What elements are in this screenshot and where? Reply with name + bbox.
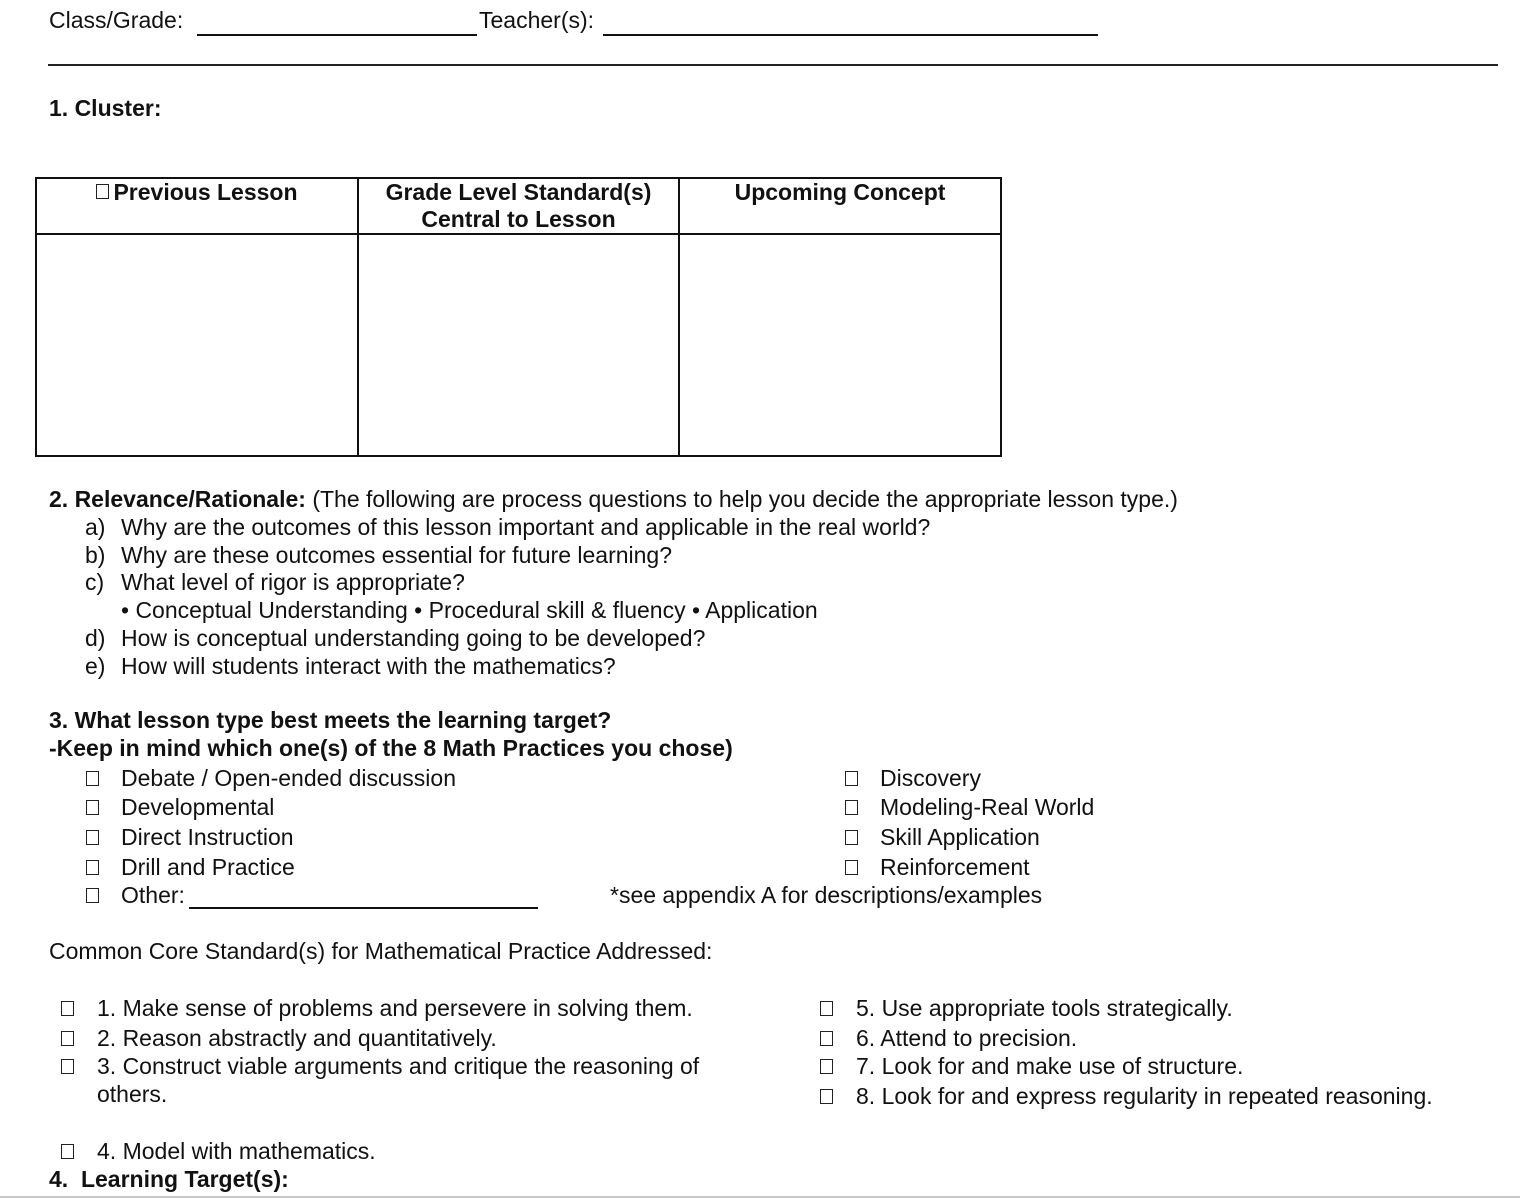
grade-level-standard-header <box>358 178 679 234</box>
modeling-option-label: Modeling-Real World <box>880 794 1095 820</box>
relevance-description: (The following are process questions to help you decide the appropriate lesson type.) <box>305 486 1178 512</box>
relevance-title: 2. Relevance/Rationale: <box>49 486 306 512</box>
relevance-item-marker: b) <box>85 542 106 568</box>
cluster-table-body-row <box>36 234 1001 456</box>
relevance-item-marker: a) <box>85 514 106 540</box>
other-field[interactable] <box>189 907 538 909</box>
practice-4-label: 4. Model with mathematics. <box>97 1138 376 1164</box>
direct-instruction-option-label: Direct Instruction <box>121 824 294 850</box>
reinforcement-option-label: Reinforcement <box>880 854 1030 880</box>
previous-lesson-header <box>36 178 358 234</box>
discovery-checkbox[interactable] <box>845 771 858 786</box>
cluster-table <box>35 177 1002 457</box>
practices-heading: Common Core Standard(s) for Mathematical Practice Addressed: <box>49 938 713 964</box>
relevance-item-marker: e) <box>85 653 106 679</box>
debate-option-label: Debate / Open-ended discussion <box>121 765 456 791</box>
practice-5-label: 5. Use appropriate tools strategically. <box>856 995 1233 1021</box>
checkbox-icon <box>96 184 109 199</box>
discovery-option-label: Discovery <box>880 765 981 791</box>
lesson-type-subheading: -Keep in mind which one(s) of the 8 Math Practices you chose) <box>49 735 733 761</box>
rigor-options: • Conceptual Understanding • Procedural skill & fluency • Application <box>121 597 818 623</box>
practice-1-label: 1. Make sense of problems and persevere in solving them. <box>97 995 693 1021</box>
practice-4-checkbox[interactable] <box>61 1144 74 1159</box>
class-grade-field[interactable] <box>197 34 477 36</box>
practice-5-checkbox[interactable] <box>820 1001 833 1016</box>
other-option-label: Other: <box>121 882 185 908</box>
grade-level-standard-label-line2: Central to Lesson <box>421 206 616 232</box>
practice-7-label: 7. Look for and make use of structure. <box>856 1053 1244 1079</box>
other-checkbox[interactable] <box>86 888 99 903</box>
developmental-option-label: Developmental <box>121 794 275 820</box>
cluster-table-header-row <box>36 178 1001 234</box>
cluster-heading: 1. Cluster: <box>49 95 162 121</box>
relevance-item: How will students interact with the mathematics? <box>121 653 616 679</box>
relevance-item: Why are these outcomes essential for future learning? <box>121 542 673 568</box>
practice-6-label: 6. Attend to precision. <box>856 1025 1078 1051</box>
previous-lesson-label: Previous Lesson <box>113 179 298 205</box>
upcoming-concept-label: Upcoming Concept <box>734 179 946 205</box>
drill-practice-checkbox[interactable] <box>86 860 99 875</box>
debate-checkbox[interactable] <box>86 771 99 786</box>
relevance-item: How is conceptual understanding going to be developed? <box>121 625 706 651</box>
page-bottom-border <box>0 1196 1520 1198</box>
grade-level-standard-cell[interactable] <box>358 234 679 456</box>
developmental-checkbox[interactable] <box>86 800 99 815</box>
lesson-type-heading: 3. What lesson type best meets the learning target? <box>49 707 612 733</box>
practice-8-checkbox[interactable] <box>820 1089 833 1104</box>
practice-3-checkbox[interactable] <box>61 1059 74 1074</box>
skill-application-checkbox[interactable] <box>845 830 858 845</box>
upcoming-concept-header <box>679 178 1001 234</box>
practice-6-checkbox[interactable] <box>820 1031 833 1046</box>
reinforcement-checkbox[interactable] <box>845 860 858 875</box>
practice-3-label: 3. Construct viable arguments and critique the reasoning of <box>97 1053 700 1079</box>
upcoming-concept-cell[interactable] <box>679 234 1001 456</box>
practice-2-label: 2. Reason abstractly and quantitatively. <box>97 1025 497 1051</box>
practice-8-label: 8. Look for and express regularity in repeated reasoning. <box>856 1083 1433 1109</box>
relevance-item: What level of rigor is appropriate? <box>121 569 465 595</box>
skill-application-option-label: Skill Application <box>880 824 1040 850</box>
practice-7-checkbox[interactable] <box>820 1059 833 1074</box>
previous-lesson-cell[interactable] <box>36 234 358 456</box>
teacher-label: Teacher(s): <box>479 7 595 33</box>
grade-level-standard-label-line1: Grade Level Standard(s) <box>385 179 652 205</box>
class-grade-label: Class/Grade: <box>49 7 184 33</box>
header-divider <box>48 64 1498 66</box>
drill-practice-option-label: Drill and Practice <box>121 854 295 880</box>
relevance-item-marker: c) <box>85 569 105 595</box>
practice-3-label-continued: others. <box>97 1081 168 1107</box>
modeling-checkbox[interactable] <box>845 800 858 815</box>
relevance-heading <box>49 485 1178 513</box>
appendix-note: *see appendix A for descriptions/examples <box>610 882 1043 908</box>
teacher-field[interactable] <box>603 34 1098 36</box>
practice-2-checkbox[interactable] <box>61 1031 74 1046</box>
learning-target-heading: 4. Learning Target(s): <box>49 1166 289 1192</box>
practice-1-checkbox[interactable] <box>61 1001 74 1016</box>
direct-instruction-checkbox[interactable] <box>86 830 99 845</box>
relevance-item-marker: d) <box>85 625 106 651</box>
relevance-item: Why are the outcomes of this lesson important and applicable in the real world? <box>121 514 931 540</box>
